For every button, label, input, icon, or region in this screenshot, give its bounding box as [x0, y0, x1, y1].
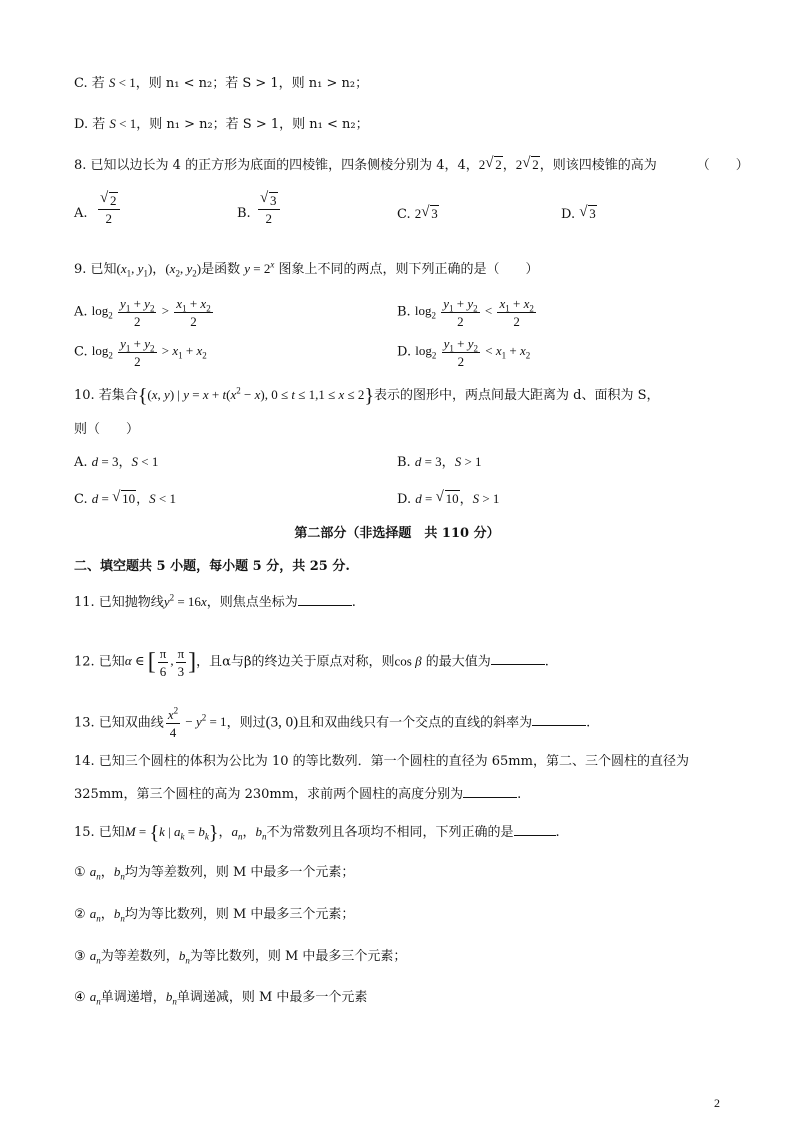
q9-option-c: C. $\log_2$ $\frac{y_1 + y_2}{2}$ > $x_1 + x_2$ [74, 336, 207, 369]
q8-option-a: A. [74, 206, 88, 221]
q10-stem-cont: 则（ ） [74, 422, 140, 437]
q7-option-c: C. 若 S < 1，则 n₁ < n₂；若 S > 1，则 n₁ > n₂； [74, 75, 369, 91]
q9-option-a: A. $\log_2$ $\frac{y_1 + y_2}{2}$ > $\frac{x_1 + x_2}{2}$ [74, 296, 211, 329]
q10-option-a: A. d = 3，S < 1 [74, 454, 159, 470]
q15-item-3: ③ $a_n$为等差数列，$b_n$为等比数列，则 M 中最多三个元素； [74, 948, 407, 966]
q12-answer-blank[interactable] [491, 651, 545, 665]
q15-item-4: ④ $a_n$单调递增，$b_n$单调递减，则 M 中最多一个元素 [74, 989, 368, 1007]
q8-option-d: D. √ 3 [561, 204, 597, 225]
q15-item-2: ② $a_n$，$b_n$均为等比数列，则 M 中最多三个元素； [74, 906, 355, 924]
q7-option-c-text: ，则 n₁ < n₂；若 S > 1，则 n₁ > n₂； [135, 76, 369, 91]
q13-stem: 13. 已知双曲线 $\frac{x^2}{4}$ − $y^2 = 1$，则过(3, 0)且和双曲线只有一个交点的直线的斜率为 . [74, 705, 591, 740]
q12-stem: 12. 已知α ∈ [ $\frac{\pi}{6}$ , $\frac{\pi}{3}$ ]，且α与β的终边关于原点对称，则cos β 的最大值为 . [74, 646, 549, 679]
q9-option-b: B. $\log_2$ $\frac{y_1 + y_2}{2}$ < $\frac{x_1 + x_2}{2}$ [397, 296, 534, 329]
section-heading: 二、填空题共 5 小题，每小题 5 分，共 25 分. [74, 559, 350, 574]
q11-answer-blank[interactable] [298, 592, 352, 606]
q8-option-c: C. 2√ 3 [397, 204, 439, 225]
q9-stem: 9. 已知($x_1$, $y_1$)，($x_2$, $y_2$)是函数 $y = 2^x$ 图象上不同的两点，则下列正确的是（ ） [74, 259, 539, 279]
q15-answer-blank[interactable] [514, 822, 556, 836]
q8-stem: 8. 已知以边长为 4 的正方形为底面的四棱锥，四条侧棱分别为 4，4，2√ 2，2√ 2，则该四棱锥的高为 （ ） [74, 155, 749, 176]
q10-option-d: D. d = √ 10，S > 1 [397, 489, 499, 510]
part2-title: 第二部分（非选择题 共 110 分） [294, 526, 500, 541]
q13-answer-blank[interactable] [532, 712, 586, 726]
page-number: 2 [714, 1096, 720, 1110]
q11-stem: 11. 已知抛物线$y^2 = 16x$，则焦点坐标为 . [74, 592, 356, 610]
q7-option-d-text: ，则 n₁ > n₂；若 S > 1，则 n₁ < n₂； [136, 117, 369, 132]
q8-option-b: B. [237, 206, 251, 221]
q14-line1: 14. 已知三个圆柱的体积为公比为 10 的等比数列．第一个圆柱的直径为 65mm，第二、三个圆柱的直径为 [74, 754, 689, 769]
q14-line2: 325mm，第三个圆柱的高为 230mm，求前两个圆柱的高度分别为 . [74, 784, 521, 805]
q10-option-c: C. d = √ 10，S < 1 [74, 489, 176, 510]
q14-answer-blank[interactable] [463, 784, 517, 798]
q10-stem: 10. 若集合{(x, y) | $y = x + t(x^2 - x)$, 0 ≤ t ≤ 1,1 ≤ x ≤ 2}表示的图形中，两点间最大距离为 d、面积为 S， [74, 385, 660, 408]
q15-item-1: ① $a_n$，$b_n$均为等差数列，则 M 中最多一个元素； [74, 864, 355, 882]
q15-stem: 15. 已知M = {k | $a_k = b_k$}，$a_n$，$b_n$不为常数列且各项均不相同，下列正确的是 . [74, 822, 560, 845]
q9-option-d: D. $\log_2$ $\frac{y_1 + y_2}{2}$ < $x_1 + x_2$ [397, 336, 531, 369]
q7-option-d: D. 若 S < 1，则 n₁ > n₂；若 S > 1，则 n₁ < n₂； [74, 116, 369, 132]
q10-option-b: B. d = 3，S > 1 [397, 454, 482, 470]
